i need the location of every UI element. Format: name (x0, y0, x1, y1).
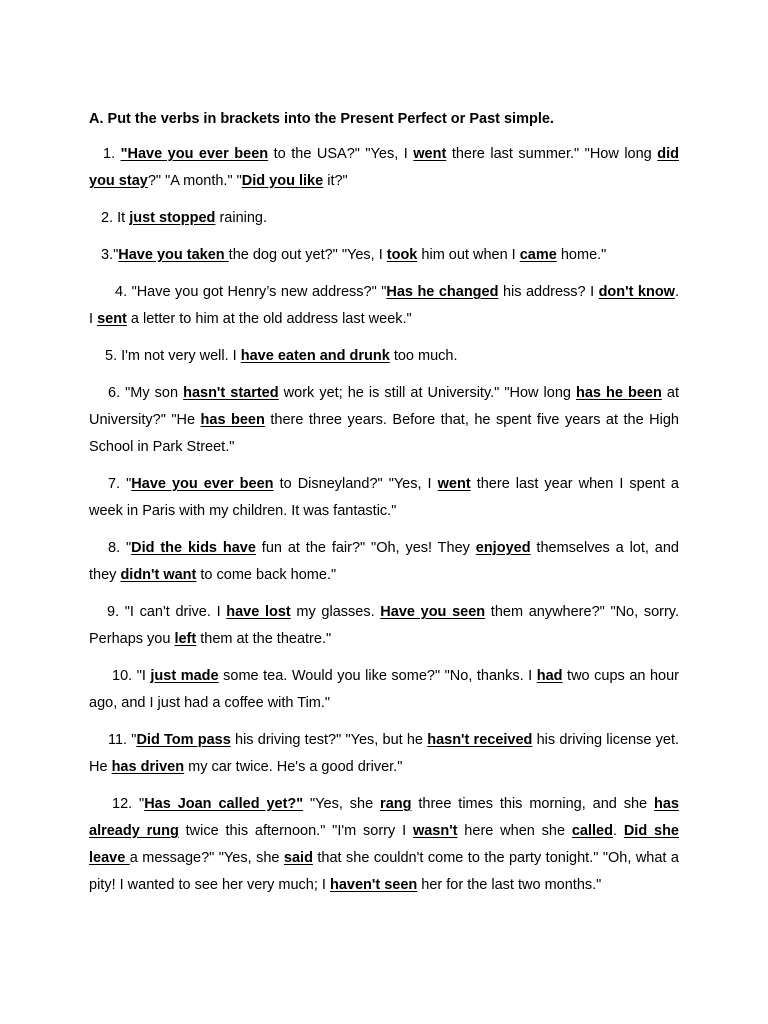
sentence-text: 3." (101, 247, 119, 263)
sentence-text: the dog out yet?" "Yes, I (228, 247, 387, 263)
answer-verb: enjoyed (475, 540, 531, 556)
answer-verb: Did you like (241, 173, 324, 189)
answer-verb: sent (97, 311, 127, 327)
exercise-item-5 (89, 343, 679, 370)
exercise-item-2 (89, 205, 679, 232)
answer-verb: Did Tom pass (136, 732, 231, 748)
sentence-text: her for the last two months." (417, 877, 602, 893)
sentence-text: him out when I (417, 247, 520, 263)
answer-verb: have lost (226, 604, 291, 620)
sentence-text: ?" "A month." " (147, 173, 242, 189)
answer-verb: wasn't (412, 823, 458, 839)
answer-verb: haven't seen (329, 877, 418, 893)
sentence-text: . I (89, 284, 679, 327)
answer-verb: just made (150, 668, 219, 684)
sentence-text: 12. " (112, 796, 145, 812)
exercise-item-9 (89, 599, 679, 653)
sentence-text: to Disneyland?" "Yes, I (273, 476, 438, 492)
sentence-text: some tea. Would you like some?" "No, thanks. I (218, 668, 537, 684)
answer-verb: Have you ever been (131, 476, 274, 492)
document-page (89, 108, 679, 909)
answer-verb: "Have you ever been (120, 146, 269, 162)
sentence-text: his driving test?" "Yes, but he (230, 732, 428, 748)
exercise-item-1 (89, 141, 679, 195)
sentence-text: there last summer." "How long (446, 146, 658, 162)
sentence-text: themselves a lot, and they (89, 540, 679, 583)
answer-verb: came (519, 247, 557, 263)
sentence-text: 2. It (101, 210, 130, 226)
answer-verb: took (386, 247, 418, 263)
sentence-text: two cups an hour ago, and I just had a coffee with Tim." (89, 668, 679, 711)
answer-verb: left (174, 631, 197, 647)
exercise-item-11 (89, 727, 679, 781)
answer-verb: didn't want (120, 567, 197, 583)
sentence-text: "Yes, she (303, 796, 381, 812)
sentence-text: them at the theatre." (196, 631, 332, 647)
sentence-text: home." (556, 247, 607, 263)
exercise-item-3 (89, 242, 679, 269)
sentence-text: 7. " (108, 476, 132, 492)
exercise-item-10 (89, 663, 679, 717)
sentence-text: a message?" "Yes, she (129, 850, 284, 866)
exercise-heading: A. Put the verbs in brackets into the Present Perfect or Past simple. (89, 111, 554, 127)
answer-verb: just stopped (129, 210, 216, 226)
sentence-text: raining. (215, 210, 268, 226)
sentence-text: my car twice. He's a good driver." (184, 759, 403, 775)
answer-verb: have eaten and drunk (240, 348, 390, 364)
answer-verb: hasn't received (427, 732, 533, 748)
sentence-text: 5. I'm not very well. I (105, 348, 241, 364)
sentence-text: fun at the fair?" "Oh, yes! They (255, 540, 476, 556)
sentence-text: 8. " (108, 540, 132, 556)
answer-verb: has been (200, 412, 265, 428)
answer-verb: has already rung (89, 796, 679, 839)
answer-verb: hasn't started (183, 385, 279, 401)
answer-verb: did you stay (89, 146, 680, 189)
sentence-text: his driving license yet. He (89, 732, 679, 775)
sentence-text: them anywhere?" "No, sorry. Perhaps you (89, 604, 679, 647)
sentence-text: work yet; he is still at University." "How long (278, 385, 576, 401)
sentence-text: there three years. Before that, he spent five years at the High School in Park Street." (89, 412, 679, 455)
exercise-items (89, 141, 679, 899)
sentence-text: at University?" "He (89, 385, 679, 428)
exercise-item-8 (89, 535, 679, 589)
exercise-item-4 (89, 279, 679, 333)
answer-verb: rang (380, 796, 412, 812)
sentence-text: three times this morning, and she (411, 796, 654, 812)
sentence-text: twice this afternoon." "I'm sorry I (178, 823, 413, 839)
sentence-text: 10. "I (112, 668, 151, 684)
answer-verb: Has he changed (386, 284, 499, 300)
sentence-text: to come back home." (196, 567, 337, 583)
answer-verb: Have you taken (118, 247, 229, 263)
sentence-text: 9. "I can't drive. I (107, 604, 227, 620)
answer-verb: has he been (576, 385, 662, 401)
answer-verb: Did she leave (89, 823, 679, 866)
answer-verb: Have you seen (380, 604, 486, 620)
answer-verb: Did the kids have (131, 540, 256, 556)
sentence-text: there last year when I spent a week in Paris with my children. It was fantastic." (89, 476, 679, 519)
answer-verb: called (571, 823, 613, 839)
answer-verb: Has Joan called yet?" (144, 796, 304, 812)
sentence-text: . (612, 823, 624, 839)
exercise-item-6 (89, 380, 679, 461)
answer-verb: don't know (598, 284, 675, 300)
answer-verb: said (283, 850, 313, 866)
exercise-item-7 (89, 471, 679, 525)
sentence-text: that she couldn't come to the party tonight." "Oh, what a pity! I wanted to see her very much; I (89, 850, 679, 893)
sentence-text: my glasses. (290, 604, 381, 620)
sentence-text: it?" (323, 173, 348, 189)
exercise-item-12 (89, 791, 679, 899)
sentence-text: his address? I (498, 284, 599, 300)
answer-verb: went (413, 146, 447, 162)
sentence-text: here when she (457, 823, 572, 839)
sentence-text: 4. "Have you got Henry’s new address?" " (115, 284, 387, 300)
answer-verb: went (437, 476, 471, 492)
sentence-text: 6. "My son (108, 385, 184, 401)
sentence-text: 1. (103, 146, 121, 162)
sentence-text: 11. " (108, 732, 137, 748)
sentence-text: too much. (389, 348, 458, 364)
answer-verb: has driven (111, 759, 185, 775)
sentence-text: to the USA?" "Yes, I (268, 146, 414, 162)
answer-verb: had (536, 668, 563, 684)
sentence-text: a letter to him at the old address last week." (126, 311, 412, 327)
